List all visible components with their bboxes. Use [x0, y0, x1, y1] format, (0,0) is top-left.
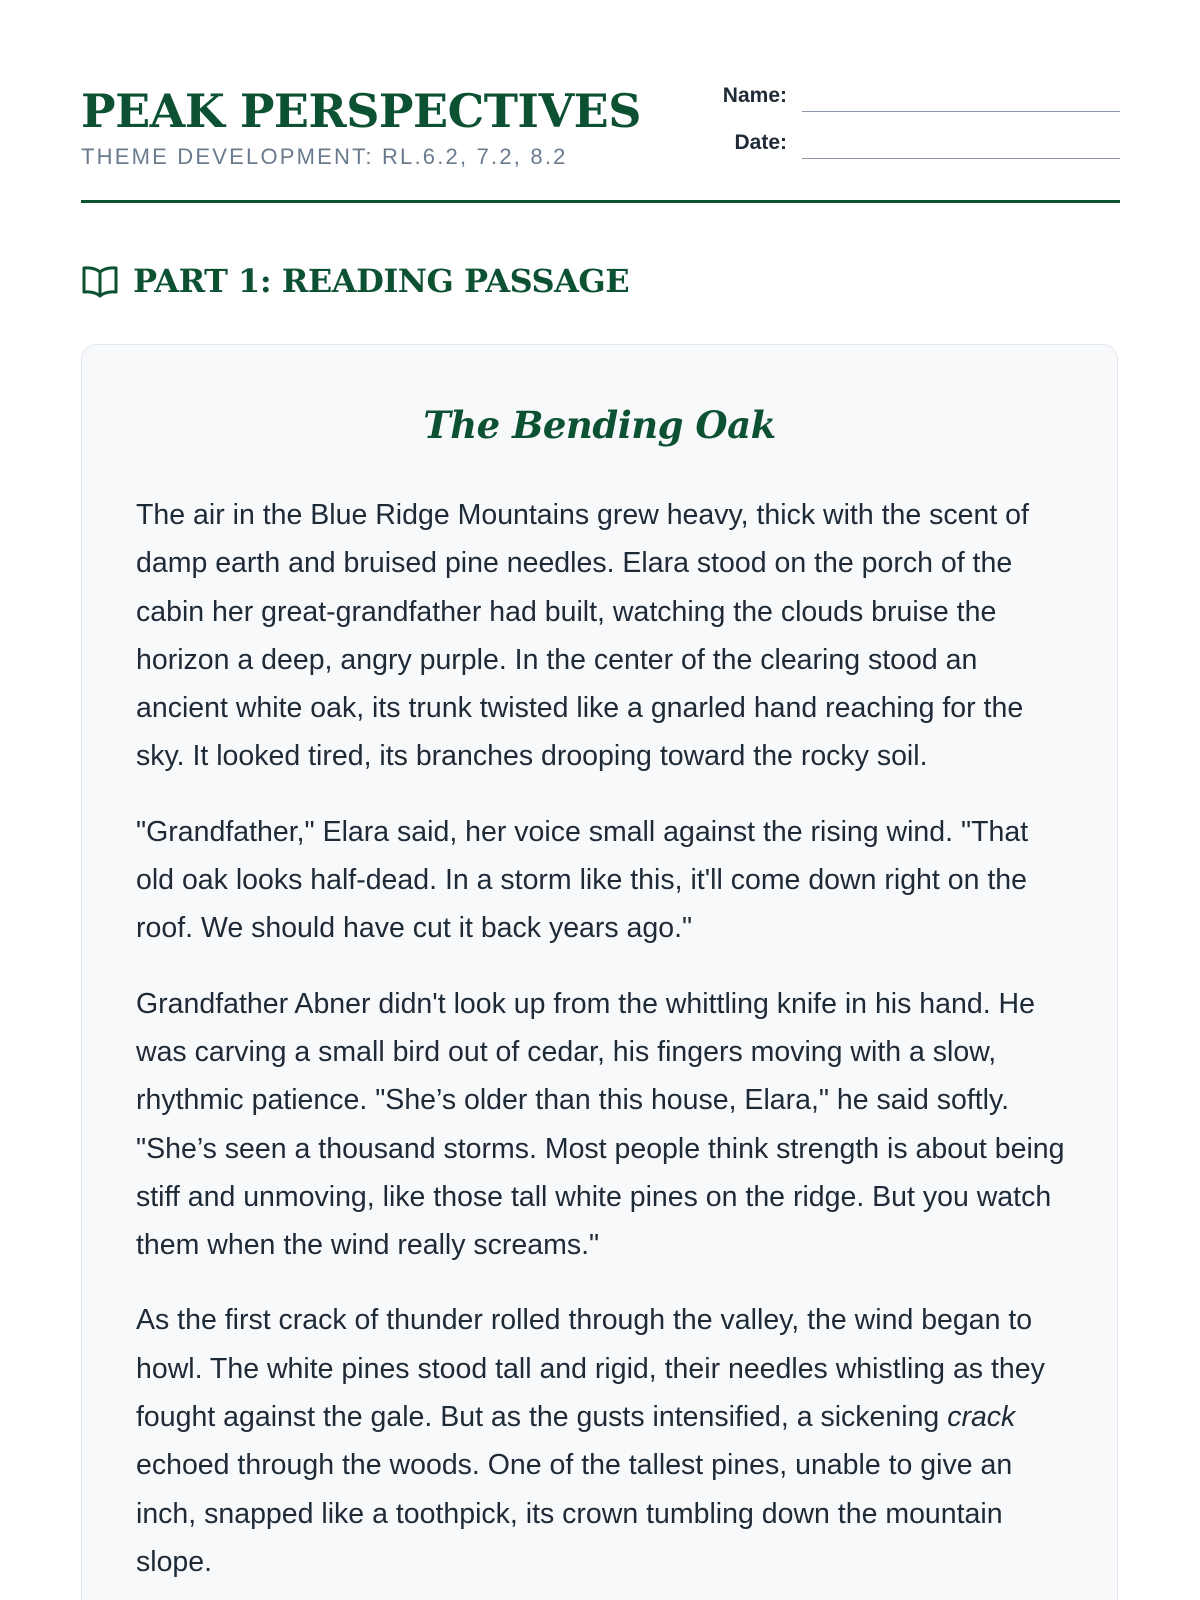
paragraph-4-text-end: echoed through the woods. One of the tallest pines, unable to give an inch, snapped like a toothpick, its crown tumbling down the mountain slope. — [136, 1449, 1013, 1578]
passage-paragraph-3: Grandfather Abner didn't look up from the whittling knife in his hand. He was carving a small bird out of cedar, his fingers moving with a slow, rhythmic patience. "She’s older than this house, Elara," he said softly. "She’s seen a thousand storms. Most people think strength is about being stiff and unmoving, like those tall white pines on the ridge. But you watch them when the wind really screams." — [136, 987, 1065, 1262]
passage-body — [136, 491, 1066, 1600]
header-divider — [81, 200, 1120, 203]
date-label: Date: — [734, 131, 787, 154]
name-line[interactable] — [802, 111, 1120, 112]
reading-passage-card — [81, 344, 1118, 1600]
standards-subtitle: THEME DEVELOPMENT: RL.6.2, 7.2, 8.2 — [81, 144, 568, 169]
passage-paragraph-1: The air in the Blue Ridge Mountains grew heavy, thick with the scent of damp earth and bruised pine needles. Elara stood on the porch of the cabin her great-grandfather had built, watching the clouds bruise the horizon a deep, angry purple. In the center of the clearing stood an ancient white oak, its trunk twisted like a gnarled hand reaching for the sky. It looked tired, its branches drooping toward the rocky soil. — [136, 499, 1029, 773]
worksheet-title: PEAK PERSPECTIVES — [81, 84, 641, 138]
passage-paragraph-2: "Grandfather," Elara said, her voice small against the rising wind. "That old oak looks half-dead. In a storm like this, it'll come down right on the roof. We should have cut it back years ago." — [136, 815, 1029, 945]
section-heading-label: PART 1: READING PASSAGE — [133, 262, 630, 300]
date-line[interactable] — [802, 158, 1120, 159]
passage-paragraph-4 — [136, 1296, 1066, 1586]
name-label: Name: — [722, 84, 787, 107]
emphasized-word: crack — [947, 1401, 1016, 1434]
paragraph-4-text-start: As the first crack of thunder rolled through the valley, the wind began to howl. The white pines stood tall and rigid, their needles whistling as they fought against the gale. But as the gusts intensified, a sickening — [136, 1304, 1045, 1434]
passage-title: The Bending Oak — [423, 403, 776, 447]
date-field[interactable] — [711, 127, 1120, 167]
open-book-icon — [81, 264, 119, 298]
worksheet-header — [81, 80, 1120, 204]
name-field[interactable] — [711, 80, 1120, 120]
section-heading — [81, 260, 629, 302]
